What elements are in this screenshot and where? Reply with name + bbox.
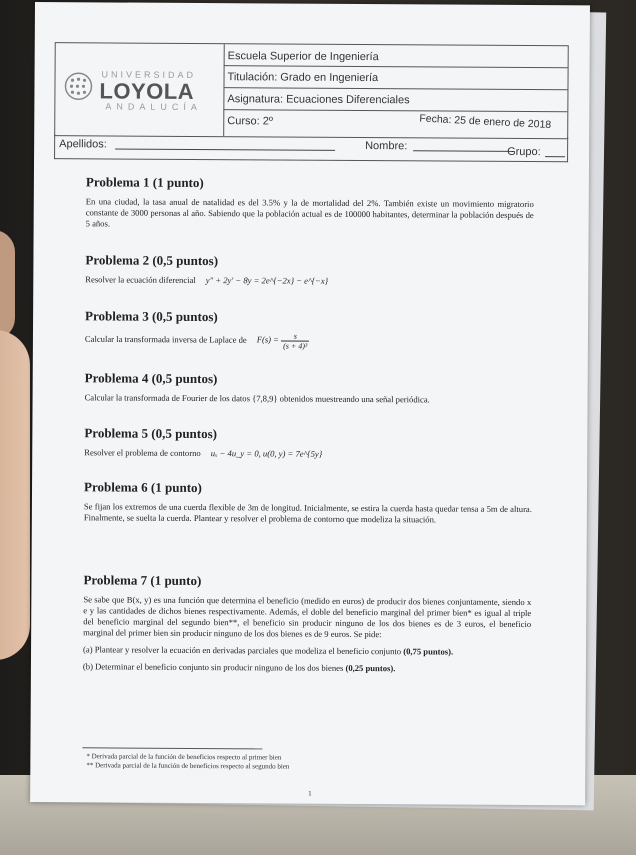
logo-top-text: UNIVERSIDAD <box>101 69 197 80</box>
logo-bottom-text: ANDALUCÍA <box>105 101 202 113</box>
problem-1 <box>86 174 534 232</box>
item-a-text: (a) Plantear y resolver la ecuación en derivadas parciales que modeliza el beneficio conjunto <box>83 644 402 657</box>
hand-finger <box>0 230 15 340</box>
group-label: Grupo: <box>507 145 541 159</box>
degree: Titulación: Grado en Ingeniería <box>223 66 567 90</box>
globe-logo-icon <box>63 71 93 101</box>
problem-text: Resolver el problema de contorno <box>84 447 201 459</box>
problem-text: Calcular la transformada de Fourier de los datos {7,8,9} obtenidos muestreando una señal periódica. <box>84 392 430 405</box>
problem-2 <box>85 252 533 288</box>
name-label: Nombre: <box>365 140 408 153</box>
school-name: Escuela Superior de Ingeniería <box>224 44 568 68</box>
course: Curso: 2º <box>227 115 273 128</box>
footnote-2: ** Derivada parcial de la función de beneficios respecto al segundo bien <box>86 761 290 771</box>
problem-title: Problema 7 (1 punto) <box>83 572 202 589</box>
problem-title: Problema 6 (1 punto) <box>83 479 202 496</box>
problem-7 <box>83 572 532 675</box>
student-info-row <box>54 134 568 162</box>
problem-text: Se fijan los extremos de una cuerda flexible de 3m de longitud. Inicialmente, se estira la cuerda hasta quedar tensa a 5m de altura. Finalmente, se suelta la cuerda. Plantear y resolver el problema de contorno que modeliza la situación. <box>83 501 532 525</box>
problem-text: Se sabe que B(x, y) es una función que determina el beneficio (medido en euros) de producir dos bienes conjuntamente, siendo x e y las cantidades de dichos bienes respectivamente. Además, el doble del beneficio marginal del primer bien* es igual al triple del beneficio marginal del segundo bien**, el beneficio sin producir ninguno de los dos bienes es de 3 euros, el beneficio marginal del primer bien sin producir ninguno de los dos bienes es de 9 euros. Se pide: <box>83 594 532 640</box>
problem-5 <box>84 425 532 461</box>
problem-title: Problema 4 (0,5 puntos) <box>84 370 218 387</box>
footnote-divider <box>82 747 262 749</box>
equation-lhs: F(s) = <box>256 334 280 345</box>
page-number: 1 <box>308 789 312 798</box>
footnotes <box>86 752 289 771</box>
surname-field[interactable] <box>115 138 335 150</box>
logo-name: LOYOLA <box>99 78 195 104</box>
item-a <box>83 644 531 658</box>
logo <box>55 43 225 136</box>
problem-4 <box>85 370 533 406</box>
equation: uₓ − 4u_y = 0, u(0, y) = 7e^{5y} <box>210 448 323 459</box>
numerator: s <box>281 332 309 342</box>
problem-text: En una ciudad, la tasa anual de natalidad es del 3.5% y la de mortalidad del 2%. También existe un movimiento migratorio constante de 3000 personas al año. Sabiendo que la población actual es de 100000 habitantes, determinar la población después de 5 años. <box>85 196 534 229</box>
footnote-1: * Derivada parcial de la función de beneficios respecto al primer bien <box>86 752 282 762</box>
fraction <box>281 332 309 351</box>
problem-title: Problema 1 (1 punto) <box>85 174 204 191</box>
subject: Asignatura: Ecuaciones Diferenciales <box>223 88 567 112</box>
exam-date: Fecha: 25 de enero de 2018 <box>419 112 552 132</box>
item-b-points: (0,25 puntos). <box>345 662 396 674</box>
hand <box>0 330 30 660</box>
item-a-points: (0,75 puntos). <box>403 646 454 657</box>
problem-text: Calcular la transformada inversa de Laplace de <box>84 333 247 345</box>
item-b-text: (b) Determinar el beneficio conjunto sin producir ninguno de los dos bienes <box>82 661 344 673</box>
surname-label: Apellidos: <box>59 138 107 151</box>
problem-text: Resolver la ecuación diferencial <box>85 274 196 285</box>
item-b <box>83 661 531 675</box>
problem-title: Problema 2 (0,5 puntos) <box>85 252 219 269</box>
exam-sheet <box>30 2 590 805</box>
group-field[interactable] <box>545 146 565 157</box>
problem-6 <box>84 479 532 526</box>
problem-3 <box>85 308 533 352</box>
name-field[interactable] <box>413 140 513 152</box>
header-table <box>54 42 569 139</box>
problem-title: Problema 5 (0,5 puntos) <box>84 425 218 442</box>
problem-title: Problema 3 (0,5 puntos) <box>85 308 218 325</box>
denominator: (s + 4)³ <box>283 341 308 351</box>
equation: y″ + 2y′ − 8y = 2e^{−2x} − e^{−x} <box>205 275 329 286</box>
